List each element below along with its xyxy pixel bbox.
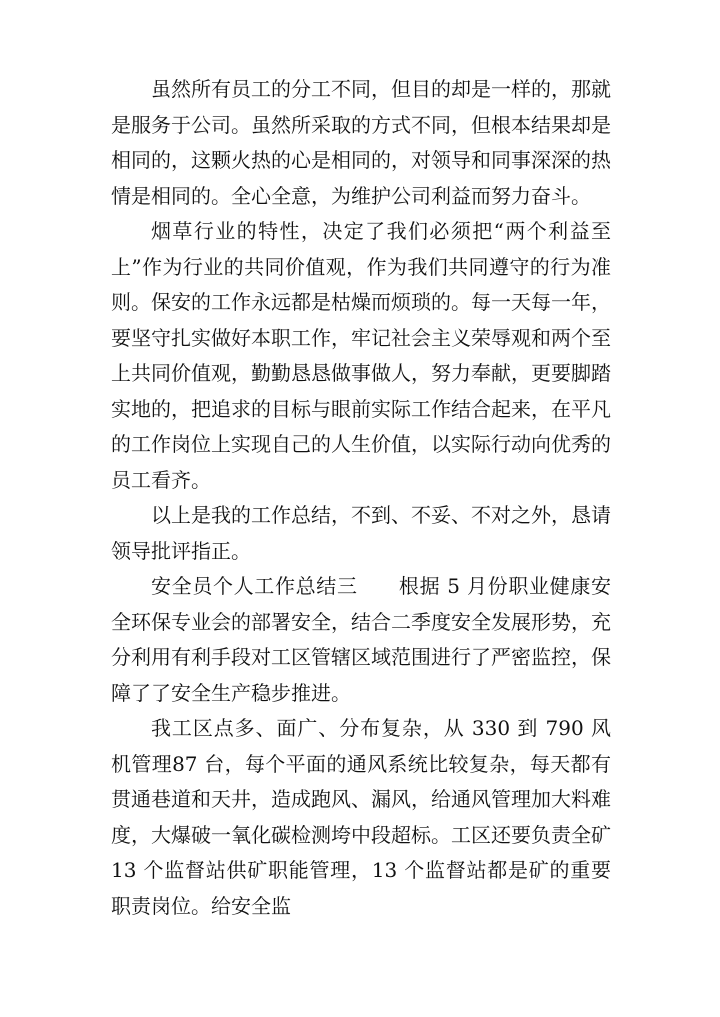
paragraph-3: 以上是我的工作总结，不到、不妥、不对之外，恳请领导批评指正。 bbox=[111, 503, 611, 563]
paragraph-4: 安全员个人工作总结三 根据 5 月份职业健康安全环保专业会的部署安全，结合二季度安全发展形势，充分利用有利手段对工区管辖区域范围进行了严密监控，保障了了安全生产稳步推进。 bbox=[111, 574, 611, 705]
paragraph-2: 烟草行业的特性，决定了我们必须把“两个利益至上”作为行业的共同价值观，作为我们共同遵守的行为准则。保安的工作永远都是枯燥而烦琐的。每一天每一年，要坚守扎实做好本职工作，牢记社会主义荣辱观和两个至上共同价值观，勤勤恳恳做事做人，努力奉献，更要脚踏实地的，把追求的目标与眼前实际工作结合起来，在平凡的工作岗位上实现自己的人生价值，以实际行动向优秀的员工看齐。 bbox=[111, 219, 611, 492]
paragraph-1: 虽然所有员工的分工不同，但目的却是一样的，那就是服务于公司。虽然所采取的方式不同，但根本结果却是相同的，这颗火热的心是相同的，对领导和同事深深的热情是相同的。全心全意，为维护公司利益而努力奋斗。 bbox=[111, 77, 611, 208]
paragraph-5: 我工区点多、面广、分布复杂，从 330 到 790 风机管理87 台，每个平面的通风系统比较复杂，每天都有贯通巷道和天井，造成跑风、漏风，给通风管理加大料难度，大爆破一氧化碳检测垮中段超标。工区还要负责全矿 13 个监督站供矿职能管理，13 个监督站都是矿的重要职责岗位。给安全监 bbox=[111, 716, 611, 918]
document-page bbox=[111, 72, 611, 924]
